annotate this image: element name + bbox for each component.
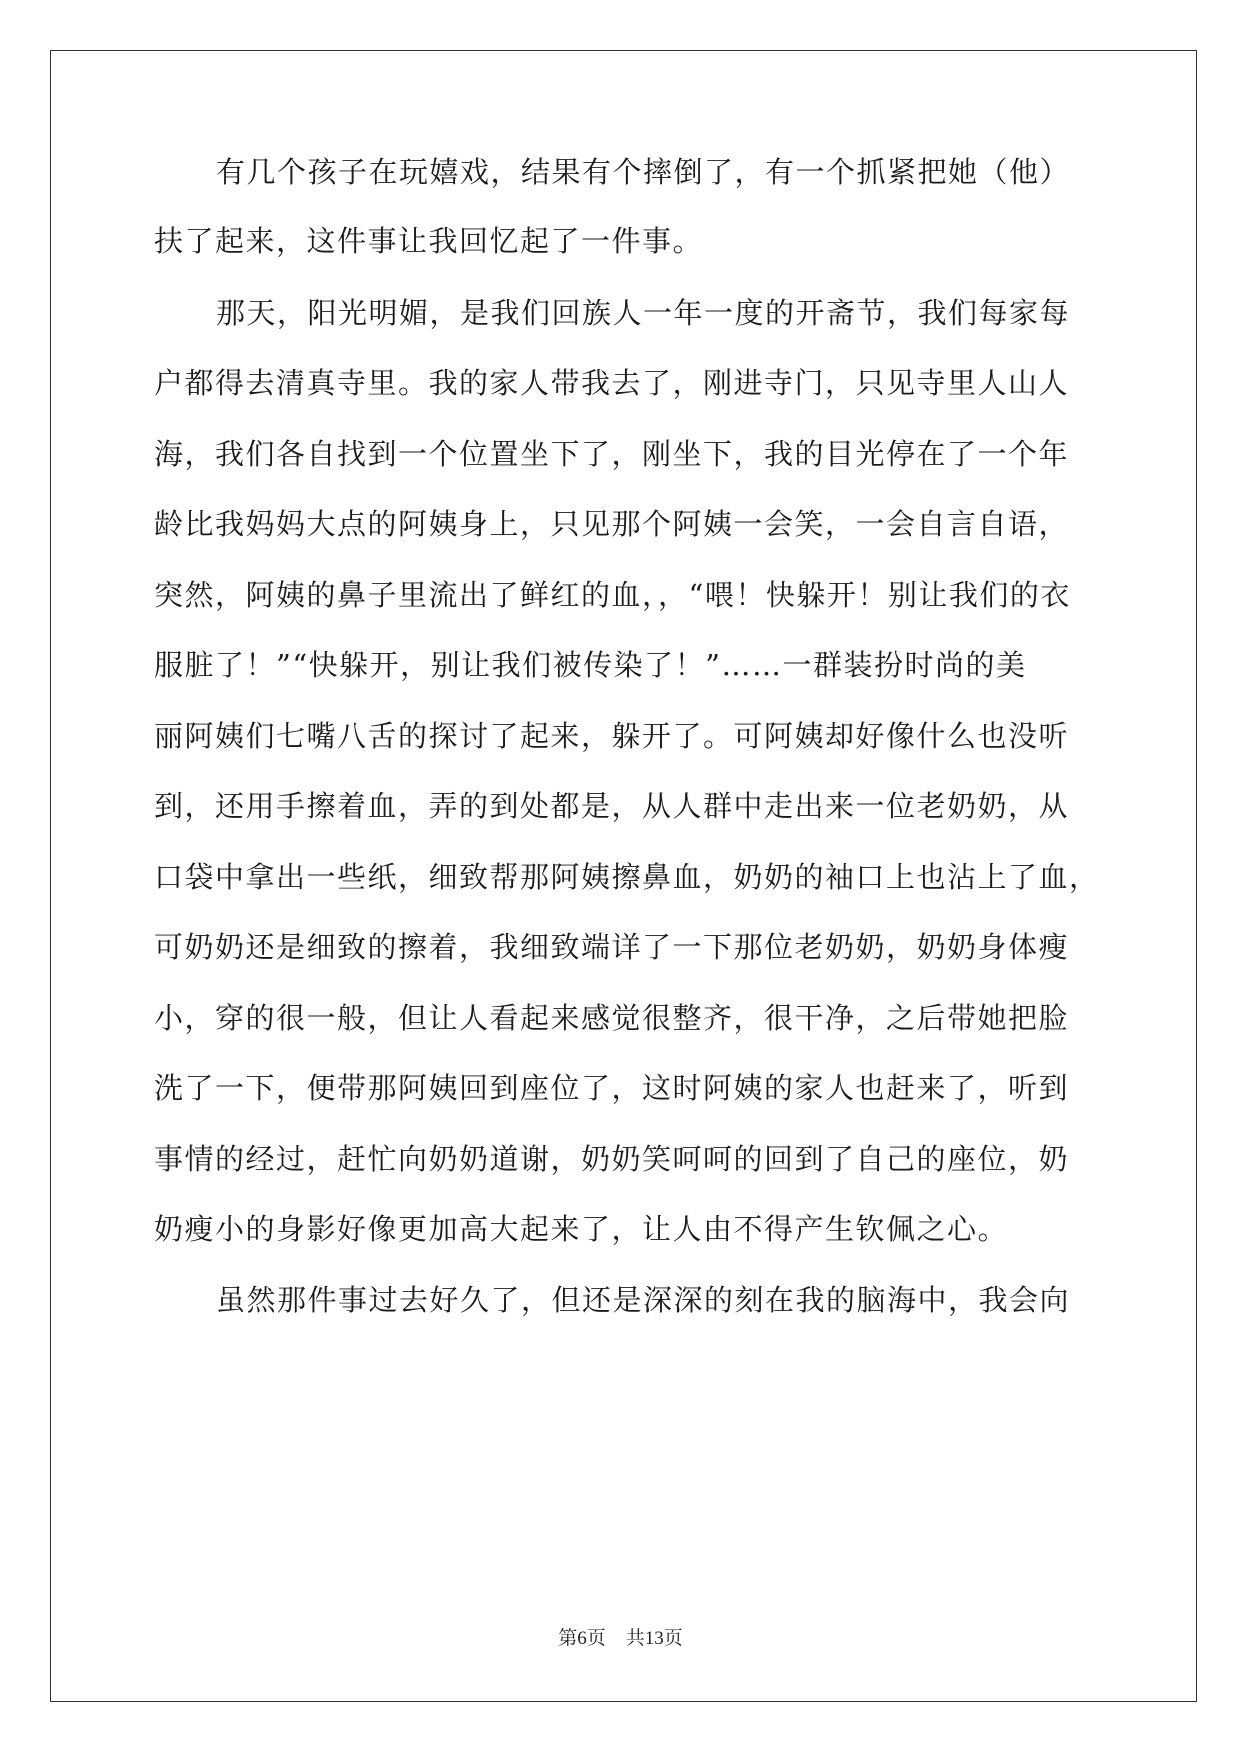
text-line: 海，我们各自找到一个位置坐下了，刚坐下，我的目光停在了一个年 [154, 437, 1070, 471]
text-line: 有几个孩子在玩嬉戏，结果有个摔倒了，有一个抓紧把她（他） [216, 155, 1071, 189]
total-prefix: 共 [625, 1627, 645, 1649]
text-line: 到，还用手擦着血，弄的到处都是，从人群中走出来一位老奶奶，从 [154, 789, 1070, 823]
text-line: 龄比我妈妈大点的阿姨身上，只见那个阿姨一会笑，一会自言自语， [154, 507, 1070, 541]
text-line: 奶瘦小的身影好像更加高大起来了，让人由不得产生钦佩之心。 [154, 1212, 1009, 1246]
text-line: 洗了一下，便带那阿姨回到座位了，这时阿姨的家人也赶来了，听到 [154, 1071, 1070, 1105]
total-suffix: 页 [663, 1627, 683, 1649]
text-line: 那天，阳光明媚，是我们回族人一年一度的开斋节，我们每家每 [216, 296, 1071, 330]
page-footer [0, 1624, 1241, 1653]
page-suffix: 页 [586, 1627, 606, 1649]
text-line: 小，穿的很一般，但让人看起来感觉很整齐，很干净，之后带她把脸 [154, 1001, 1070, 1035]
text-line: 扶了起来，这件事让我回忆起了一件事。 [154, 224, 704, 258]
text-line: 口袋中拿出一些纸，细致帮那阿姨擦鼻血，奶奶的袖口上也沾上了血， [154, 860, 1100, 894]
text-line: 突然，阿姨的鼻子里流出了鲜红的血，，“喂！快躲开！别让我们的衣 [154, 578, 1071, 612]
footer-prefix: 第 [558, 1627, 578, 1649]
text-line: 户都得去清真寺里。我的家人带我去了，刚进寺门，只见寺里人山人 [154, 366, 1070, 400]
text-line: 虽然那件事过去好久了，但还是深深的刻在我的脑海中，我会向 [216, 1283, 1071, 1317]
text-line: 服脏了！”“快躲开，别让我们被传染了！”……一群装扮时尚的美 [154, 648, 1027, 682]
text-line: 丽阿姨们七嘴八舌的探讨了起来，躲开了。可阿姨却好像什么也没听 [154, 719, 1070, 753]
text-line: 可奶奶还是细致的擦着，我细致端详了一下那位老奶奶，奶奶身体瘦 [154, 930, 1070, 964]
total-pages: 13 [644, 1628, 664, 1649]
page-number: 6 [577, 1628, 587, 1649]
text-line: 事情的经过，赶忙向奶奶道谢，奶奶笑呵呵的回到了自己的座位，奶 [154, 1142, 1070, 1176]
